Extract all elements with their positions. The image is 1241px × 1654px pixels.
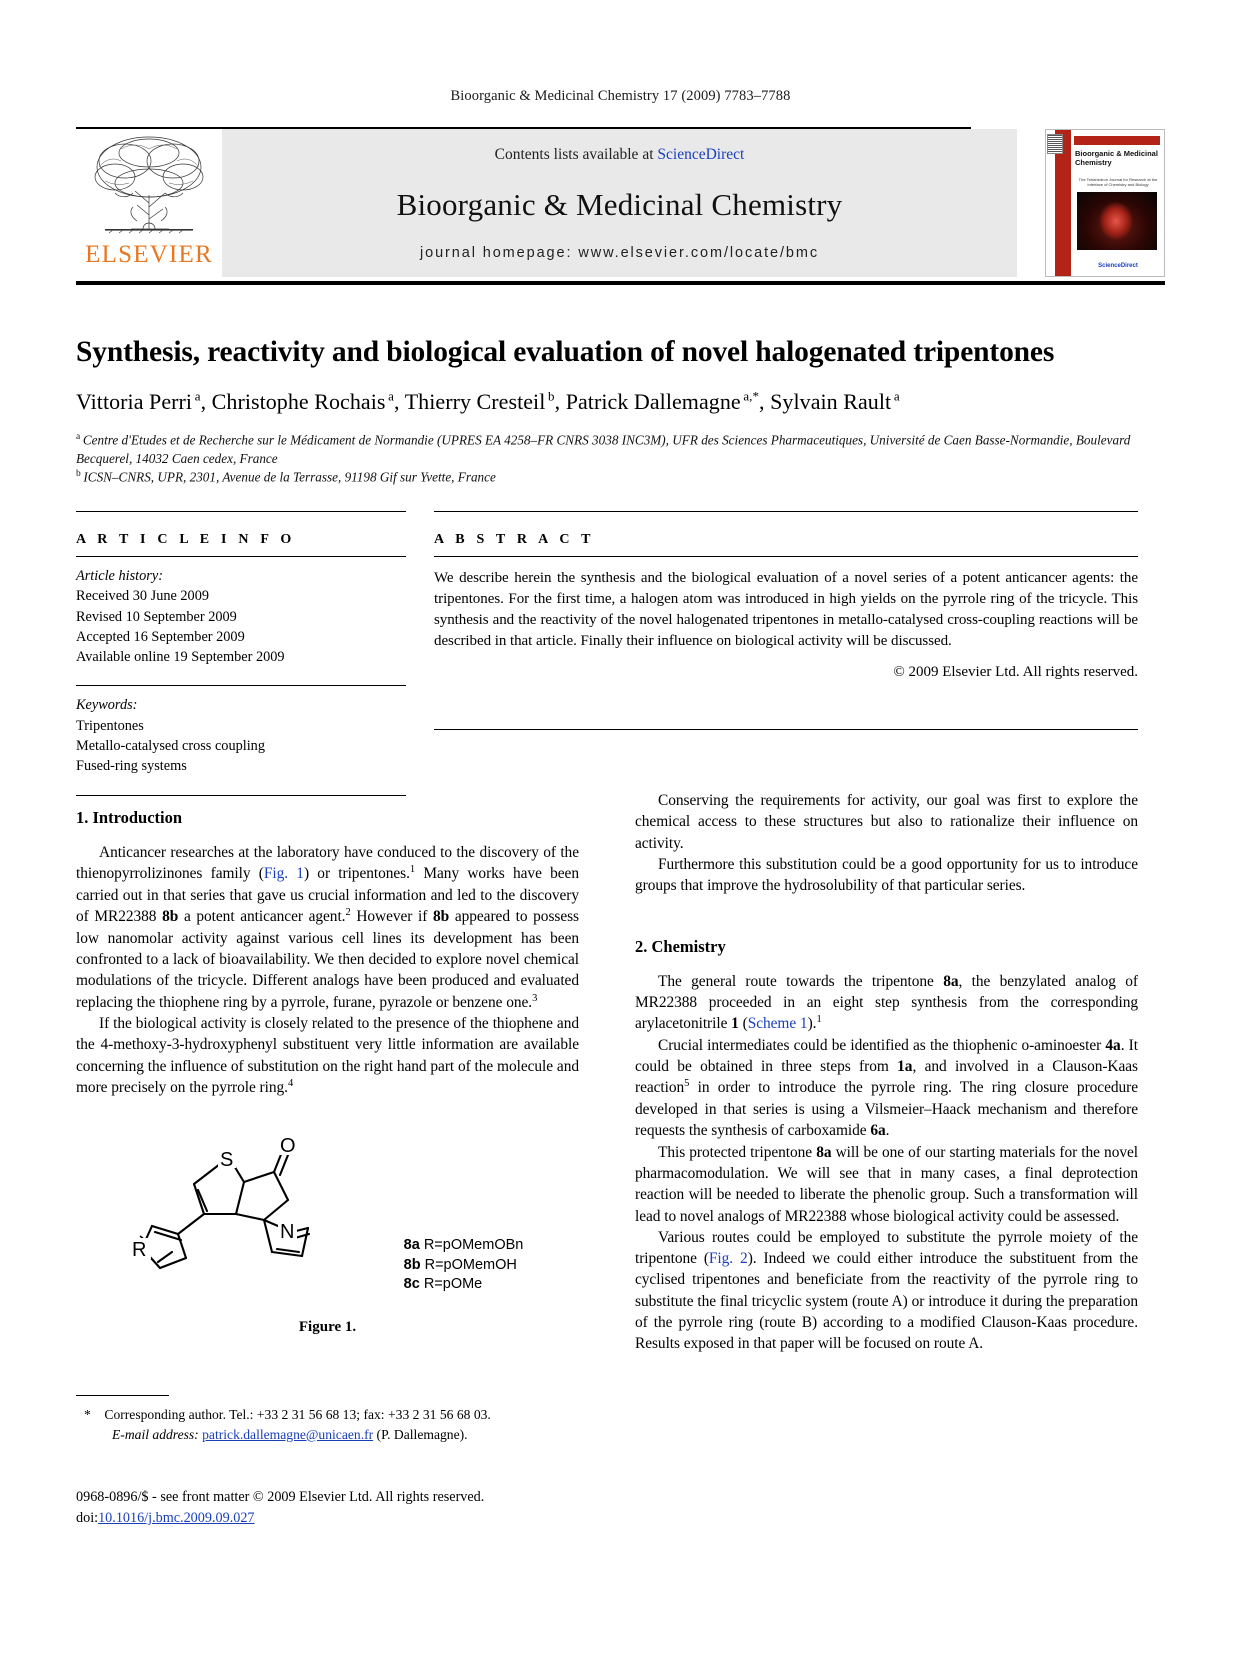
email-suffix: (P. Dallemagne). xyxy=(373,1426,468,1442)
history-item: Available online 19 September 2009 xyxy=(76,649,285,666)
citation-ref[interactable]: 3 xyxy=(532,992,538,1004)
page-title: Synthesis, reactivity and biological evaluation of novel halogenated tripentones xyxy=(76,336,1055,368)
email-link[interactable]: patrick.dallemagne@unicaen.fr xyxy=(202,1426,374,1442)
text-run: in order to introduce the pyrrole ring. The ring closure procedure developed in that series is using a Vilsmeier–Haack mechanism and therefore requests the synthesis of carboxamide xyxy=(635,1079,1138,1140)
colophon xyxy=(76,1487,636,1529)
keyword-item: Fused-ring systems xyxy=(76,758,187,775)
section-heading-introduction: 1. Introduction xyxy=(76,808,183,827)
text-run: This protected tripentone xyxy=(658,1143,817,1161)
affiliation-a-text: Centre d'Etudes et de Recherche sur le Médicament de Normandie (UPRES EA 4258–FR CNRS 3038 INC3M), UFR des Sciences Pharmaceutiques, Université de Caen Basse-Normandie, Boulevard Becquerel, 14032 Caen cedex, France xyxy=(76,431,1131,466)
body-column-left xyxy=(76,790,579,1355)
paragraph-intro-2 xyxy=(76,1013,579,1098)
journal-masthead xyxy=(76,127,1165,285)
text-run: ). Indeed we could either introduce the substituent from the cyclised tripentones and beneficiate from the reactivity of the pyrrole ring to substitute the final tricyclic system (route A) or introduce it during the preparation of the pyrrole ring (route B) according to a modified Clauson-Kaas procedure. Results exposed in that paper will be focused on route A. xyxy=(635,1250,1138,1353)
info-abstract-block xyxy=(76,511,1138,796)
abstract-copyright: © 2009 Elsevier Ltd. All rights reserved. xyxy=(893,663,1138,680)
text-run: , the benzylated analog of MR22388 proceeded in an eight step synthesis from the corresponding arylacetonitrile xyxy=(635,972,1138,1033)
text-run: . It could be obtained in three steps from xyxy=(635,1036,1138,1076)
paragraph-chem-4 xyxy=(635,1227,1138,1355)
text-run: Anticancer researches at the laboratory have conduced to the discovery of the thienopyrrolizinones family ( xyxy=(76,844,579,883)
text-run: The general route towards the tripentone xyxy=(658,972,944,990)
atom-label-O: O xyxy=(279,1135,296,1158)
legend-value: R=pOMemOBn xyxy=(419,1237,524,1254)
article-info-column xyxy=(76,511,406,796)
masthead-center xyxy=(222,129,1017,277)
doi-line xyxy=(76,1508,636,1529)
article-history-label: Article history: xyxy=(76,568,163,584)
text-run: However if xyxy=(350,908,434,926)
doi-link[interactable]: 10.1016/j.bmc.2009.09.027 xyxy=(98,1510,255,1527)
author-name: Sylvain Rault xyxy=(770,388,892,414)
compound-label: 6a xyxy=(870,1122,886,1140)
footnote-star: * xyxy=(84,1407,91,1422)
text-run: If the biological activity is closely related to the presence of the thiophene and the 4-methoxy-3-hydroxyphenyl substituent very little information are available concerning the influence of substitution on the right hand part of the molecule and more precisely on the pyrrole ring. xyxy=(76,1015,579,1097)
elsevier-wordmark: ELSEVIER xyxy=(85,241,213,268)
compound-label: 1 xyxy=(731,1015,739,1033)
info-top-rule xyxy=(76,511,406,512)
citation-ref[interactable]: 5 xyxy=(684,1078,690,1090)
figure-2-link[interactable]: Fig. 2 xyxy=(708,1250,748,1268)
figure-legend xyxy=(404,1236,524,1295)
article-history xyxy=(76,566,406,667)
legend-row xyxy=(404,1256,524,1276)
doi-label: doi: xyxy=(76,1510,99,1527)
journal-cover-thumbnail xyxy=(1045,129,1165,277)
issn-copyright-line: 0968-0896/$ - see front matter © 2009 Elsevier Ltd. All rights reserved. xyxy=(76,1489,485,1505)
citation-ref[interactable]: 4 xyxy=(287,1077,294,1089)
keywords-top-rule xyxy=(76,685,406,686)
keywords-label: Keywords: xyxy=(76,697,138,714)
author-name: Vittoria Perri xyxy=(76,388,193,414)
history-item: Accepted 16 September 2009 xyxy=(76,628,245,645)
figure-caption: Figure 1. xyxy=(298,1319,357,1335)
text-run: , and involved in a Clauson-Kaas reaction xyxy=(635,1058,1138,1097)
compound-label: 8b xyxy=(162,908,179,926)
text-run: ) or tripentones. xyxy=(303,865,410,883)
abstract-top-rule xyxy=(434,511,1138,512)
cover-artwork xyxy=(1077,192,1157,250)
citation-ref[interactable]: 2 xyxy=(345,907,351,919)
scheme-1-link[interactable]: Scheme 1 xyxy=(747,1015,808,1033)
elsevier-tree-icon xyxy=(85,133,213,243)
abstract-text: We describe herein the synthesis and the biological evaluation of a novel series of a potent anticancer agents: the tripentones. For the first time, a halogen atom was introduced in high yields on the pyrrole ring of the tricycle. This synthesis and the reactivity of the novel halogenated tripentones in metallo-catalysed cross-coupling reactions will be described in that article. Finally their influence on biological activity will be discussed. xyxy=(434,570,1138,650)
text-run: Various routes could be employed to substitute the pyrrole moiety of the tripentone ( xyxy=(635,1228,1138,1268)
affiliation-b-text: ICSN–CNRS, UPR, 2301, Avenue de la Terrasse, 91198 Gif sur Yvette, France xyxy=(83,469,496,485)
history-item: Received 30 June 2009 xyxy=(76,588,210,605)
affiliation-a: $^a$ Centre d'Etudes et de Recherche sur le Médicament de Normandie (UPRES EA 4258–FR CNRS 3038 INC3M), UFR des Sciences Pharmaceutiques, Université de Caen Basse-Normandie, Boulevard Becquerel, 14032 Caen cedex, France xyxy=(76,431,1131,466)
atom-label-R: R xyxy=(131,1239,147,1262)
paragraph-right-2: Furthermore this substitution could be a good opportunity for us to introduce groups that improve the hydrosolubility of that particular series. xyxy=(635,855,1138,895)
cover-footer xyxy=(1075,262,1161,270)
contents-prefix: Contents lists available at xyxy=(494,146,658,163)
abstract-heading-rule xyxy=(434,556,1138,557)
journal-homepage-link[interactable]: journal homepage: www.elsevier.com/locate/bmc xyxy=(419,245,819,261)
compound-label: 8a xyxy=(943,972,959,990)
text-run: ( xyxy=(738,1015,748,1033)
info-heading-rule xyxy=(76,556,406,557)
paragraph-intro-1 xyxy=(76,842,579,1013)
compound-label: 8a xyxy=(816,1143,832,1161)
citation-ref[interactable]: 1 xyxy=(816,1014,822,1026)
paragraph-right-1: Conserving the requirements for activity, our goal was first to explore the chemical access to these structures but also to rationalize their influence on activity. xyxy=(635,792,1138,852)
text-run: Crucial intermediates could be identified as the thiophenic o-aminoester xyxy=(658,1036,1106,1054)
corresponding-author-footnote xyxy=(76,1395,579,1444)
section-heading-chemistry: 2. Chemistry xyxy=(635,936,726,956)
masthead-bottom-rule xyxy=(76,281,1165,285)
cover-barcode-icon xyxy=(1047,134,1063,154)
abstract-heading: A B S T R A C T xyxy=(434,532,595,547)
keywords-list xyxy=(76,695,406,776)
history-item: Revised 10 September 2009 xyxy=(76,608,237,625)
author-name: Christophe Rochais xyxy=(211,388,386,414)
sciencedirect-link[interactable]: ScienceDirect xyxy=(657,146,745,163)
footnote-line-2 xyxy=(76,1425,579,1445)
keyword-item: Tripentones xyxy=(76,717,144,734)
legend-label: 8a xyxy=(403,1237,420,1254)
text-run: a potent anticancer agent. xyxy=(178,908,346,926)
footnote-rule xyxy=(76,1395,169,1396)
abstract-bottom-rule xyxy=(434,729,1138,730)
author-name: Patrick Dallemagne xyxy=(565,388,741,414)
legend-label: 8b xyxy=(403,1256,421,1273)
footnote-line-1 xyxy=(76,1405,579,1425)
citation-ref[interactable]: 1 xyxy=(409,864,416,876)
figure-1 xyxy=(76,1128,579,1336)
body-column-gap xyxy=(579,790,635,1355)
cover-title: Bioorganic & Medicinal Chemistry xyxy=(1075,149,1158,167)
contents-available-line xyxy=(495,146,745,164)
compound-label: 4a xyxy=(1105,1036,1121,1054)
chemical-structure-tripentone xyxy=(132,1128,390,1288)
abstract-column xyxy=(434,511,1138,796)
author-list: Vittoria Perri $^a$, Christophe Rochais $^a$, Thierry Cresteil $^b$, Patrick Dallemagne $^{a,*}$, Sylvain Rault $^a$ xyxy=(76,388,900,414)
article-body xyxy=(76,790,1138,1355)
legend-row xyxy=(404,1275,524,1295)
keyword-item: Metallo-catalysed cross coupling xyxy=(76,738,265,755)
compound-label: 1a xyxy=(897,1058,913,1076)
legend-row xyxy=(404,1236,524,1256)
legend-value: R=pOMemOH xyxy=(420,1256,517,1273)
compound-label: 8b xyxy=(433,908,450,926)
author-name: Thierry Cresteil xyxy=(404,388,546,414)
elsevier-logo xyxy=(76,129,222,277)
paragraph-chem-2 xyxy=(635,1035,1138,1142)
text-run: will be one of our starting materials for the novel pharmacomodulation. We will see that in many cases, a final deprotection reaction will be needed to liberate the phenolic group. Such a transformation will lead to novel analogs of MR22388 whose biological activity could be assessed. xyxy=(635,1143,1138,1225)
title-block xyxy=(76,336,1138,488)
cover-subtitle: The Tetrahedron Journal for Research at the Interface of Chemistry and Biology xyxy=(1078,177,1158,188)
text-run: ). xyxy=(807,1015,817,1033)
paragraph-chem-1 xyxy=(635,971,1138,1035)
footnote-text: Corresponding author. Tel.: +33 2 31 56 68 13; fax: +33 2 31 56 68 03. xyxy=(104,1407,491,1422)
paragraph-chem-3 xyxy=(635,1142,1138,1227)
running-head: Bioorganic & Medicinal Chemistry 17 (2009) 7783–7788 xyxy=(450,88,791,104)
figure-1-link[interactable]: Fig. 1 xyxy=(263,865,304,883)
atom-label-S: S xyxy=(219,1149,233,1172)
affiliation-b: $^b$ ICSN–CNRS, UPR, 2301, Avenue de la Terrasse, 91198 Gif sur Yvette, France xyxy=(76,469,496,485)
column-gap xyxy=(406,511,434,796)
body-column-right xyxy=(635,790,1138,1355)
cover-sciencedirect-label: ScienceDirect xyxy=(1098,262,1138,269)
legend-value: R=pOMe xyxy=(419,1276,483,1293)
text-run: . xyxy=(885,1122,890,1140)
text-run: appeared to possess low nanomolar activity against various cell lines its development has been confronted to a lack of bioavailability. We then decided to explore novel chemical modulations of the tricycle. Different analogs have been produced and evaluated replacing the thiophene ring by a pyrrole, furane, pyrazole or benzene one. xyxy=(76,908,579,1011)
atom-label-N: N xyxy=(279,1221,295,1244)
text-run: Many works have been carried out in that series that gave us crucial information and led to the discovery of MR22388 xyxy=(76,865,579,926)
legend-label: 8c xyxy=(403,1276,420,1293)
email-label: E-mail address: xyxy=(112,1426,199,1442)
cover-top-band xyxy=(1074,136,1160,145)
journal-title: Bioorganic & Medicinal Chemistry xyxy=(396,186,843,222)
article-info-heading: A R T I C L E I N F O xyxy=(76,532,296,547)
